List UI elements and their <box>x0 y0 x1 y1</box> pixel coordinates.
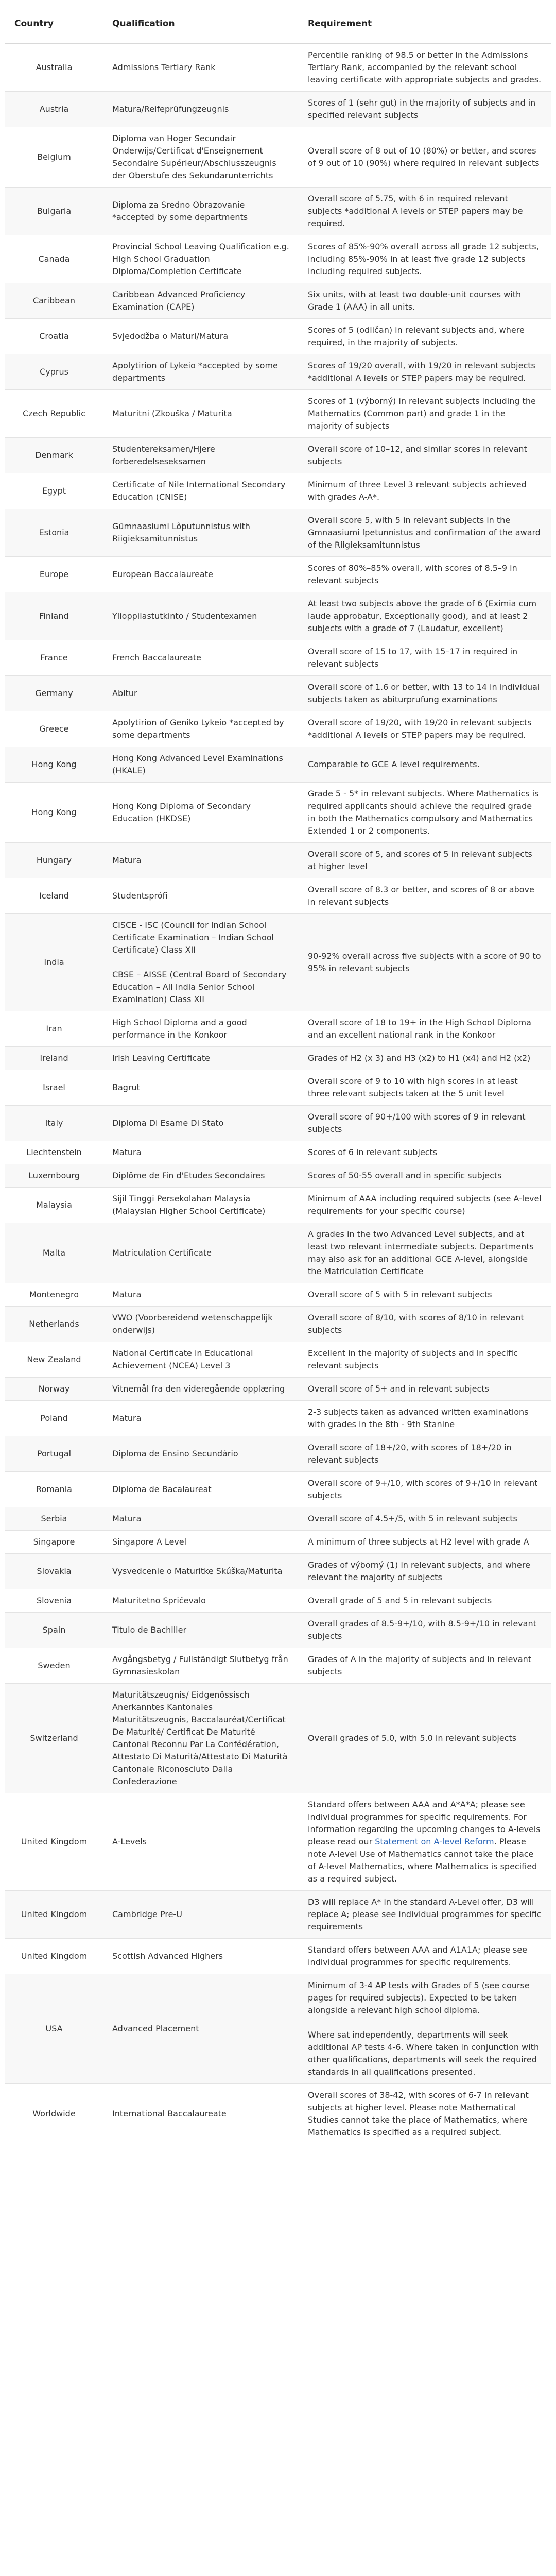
cell-requirement <box>299 1793 551 1891</box>
cell-qualification: Apolytirion of Lykeio *accepted by some departments <box>103 354 299 390</box>
cell-country: Greece <box>5 711 103 747</box>
cell-requirement: D3 will replace A* in the standard A-Level offer, D3 will replace A; please see individual programmes for specific requirements <box>299 1891 551 1939</box>
cell-qualification: Studentereksamen/Hjere forberedelseseksamen <box>103 438 299 473</box>
cell-qualification: Avgångsbetyg / Fullständigt Slutbetyg från Gymnasieskolan <box>103 1648 299 1684</box>
cell-requirement: Grades of výborný (1) in relevant subjects, and where relevant the majority of subjects <box>299 1554 551 1589</box>
cell-qualification: Vysvedcenie o Maturitke Skúška/Maturita <box>103 1554 299 1589</box>
cell-country: Israel <box>5 1070 103 1106</box>
cell-requirement: Scores of 19/20 overall, with 19/20 in relevant subjects *additional A levels or STEP papers may be required. <box>299 354 551 390</box>
cell-requirement: Overall score of 9 to 10 with high scores in at least three relevant subjects taken at the 5 unit level <box>299 1070 551 1106</box>
cell-country: Sweden <box>5 1648 103 1684</box>
header-country: Country <box>5 7 103 44</box>
table-row <box>5 473 551 509</box>
table-row <box>5 127 551 188</box>
cell-requirement: Scores of 1 (sehr gut) in the majority of subjects and in specified relevant subjects <box>299 92 551 127</box>
cell-country: Switzerland <box>5 1684 103 1793</box>
cell-requirement: A grades in the two Advanced Level subjects, and at least two relevant intermediate subjects. Departments may also ask for an additional GCE A-level, alongside the Matriculation Certificate <box>299 1223 551 1283</box>
table-row <box>5 878 551 914</box>
cell-qualification: Maturitni (Zkouška / Maturita <box>103 390 299 438</box>
cell-qualification: Bagrut <box>103 1070 299 1106</box>
cell-requirement: Scores of 85%-90% overall across all grade 12 subjects, including 85%-90% in at least five grade 12 subjects including required subjects. <box>299 235 551 283</box>
cell-qualification: Titulo de Bachiller <box>103 1613 299 1648</box>
cell-qualification: National Certificate in Educational Achievement (NCEA) Level 3 <box>103 1342 299 1378</box>
cell-qualification: Advanced Placement <box>103 1974 299 2084</box>
cell-requirement: Overall score of 4.5+/5, with 5 in relevant subjects <box>299 1507 551 1531</box>
cell-country: United Kingdom <box>5 1891 103 1939</box>
table-body <box>5 44 551 2144</box>
cell-qualification: International Baccalaureate <box>103 2084 299 2144</box>
cell-requirement: Overall score of 1.6 or better, with 13 to 14 in individual subjects taken as abiturprufung examinations <box>299 676 551 711</box>
cell-requirement: Overall score of 5, and scores of 5 in relevant subjects at higher level <box>299 843 551 878</box>
table-row <box>5 92 551 127</box>
table-row <box>5 1648 551 1684</box>
table-row <box>5 783 551 843</box>
table-row <box>5 1342 551 1378</box>
cell-qualification: Diploma za Sredno Obrazovanie *accepted by some departments <box>103 188 299 235</box>
cell-country: Malaysia <box>5 1188 103 1223</box>
cell-requirement: Overall score of 5 with 5 in relevant subjects <box>299 1283 551 1307</box>
cell-country: Germany <box>5 676 103 711</box>
cell-qualification: Ylioppilastutkinto / Studentexamen <box>103 592 299 640</box>
table-row <box>5 1554 551 1589</box>
cell-qualification: Matura <box>103 1283 299 1307</box>
table-row <box>5 1188 551 1223</box>
table-row <box>5 1793 551 1891</box>
cell-requirement: Overall score of 18 to 19+ in the High School Diploma and an excellent national rank in the Konkoor <box>299 1011 551 1047</box>
cell-requirement: Minimum of three Level 3 relevant subjects achieved with grades A-A*. <box>299 473 551 509</box>
cell-country: Egypt <box>5 473 103 509</box>
cell-country: India <box>5 914 103 1011</box>
cell-qualification: Svjedodžba o Maturi/Matura <box>103 319 299 354</box>
cell-requirement: Grades of H2 (x 3) and H3 (x2) to H1 (x4) and H2 (x2) <box>299 1047 551 1070</box>
table-row <box>5 1106 551 1141</box>
cell-country: Canada <box>5 235 103 283</box>
cell-requirement: Scores of 5 (odličan) in relevant subjects and, where required, in the majority of subjects. <box>299 319 551 354</box>
cell-requirement: Excellent in the majority of subjects and in specific relevant subjects <box>299 1342 551 1378</box>
header-qualification: Qualification <box>103 7 299 44</box>
cell-country: Singapore <box>5 1531 103 1554</box>
cell-requirement: Overall score of 10–12, and similar scores in relevant subjects <box>299 438 551 473</box>
table-row <box>5 843 551 878</box>
table-row <box>5 1378 551 1401</box>
table-row <box>5 188 551 235</box>
cell-country: Romania <box>5 1472 103 1507</box>
cell-qualification: Matura <box>103 1141 299 1164</box>
cell-requirement: Overall grades of 8.5-9+/10, with 8.5-9+/10 in relevant subjects <box>299 1613 551 1648</box>
table-row <box>5 1164 551 1188</box>
table-row <box>5 640 551 676</box>
cell-qualification: Studentsprófi <box>103 878 299 914</box>
cell-country: Slovakia <box>5 1554 103 1589</box>
table-row <box>5 1531 551 1554</box>
cell-requirement: Overall score of 18+/20, with scores of 18+/20 in relevant subjects <box>299 1436 551 1472</box>
table-row <box>5 1070 551 1106</box>
table-row <box>5 1974 551 2084</box>
cell-country: Denmark <box>5 438 103 473</box>
table-row <box>5 1401 551 1436</box>
cell-requirement: Minimum of AAA including required subjects (see A-level requirements for your specific course) <box>299 1188 551 1223</box>
table-row <box>5 1223 551 1283</box>
cell-country: USA <box>5 1974 103 2084</box>
cell-country: Norway <box>5 1378 103 1401</box>
cell-country: Finland <box>5 592 103 640</box>
table-row <box>5 557 551 592</box>
cell-requirement: Overall grades of 5.0, with 5.0 in relevant subjects <box>299 1684 551 1793</box>
cell-requirement: Overall score of 15 to 17, with 15–17 in required in relevant subjects <box>299 640 551 676</box>
table-row <box>5 509 551 557</box>
cell-requirement: A minimum of three subjects at H2 level with grade A <box>299 1531 551 1554</box>
cell-qualification: Maturitätszeugnis/ Eidgenössisch Anerkanntes Kantonales Maturitätszeugnis, Baccalauréat/Certificat De Maturité/ Certificat De Maturité Cantonal Reconnu Par La Confédération, Attestato Di Maturità/Attestato Di Maturità Cantonale Riconosciuto Dalla Confederazione <box>103 1684 299 1793</box>
cell-qualification: Admissions Tertiary Rank <box>103 44 299 92</box>
cell-country: Bulgaria <box>5 188 103 235</box>
cell-country: Slovenia <box>5 1589 103 1613</box>
cell-qualification: Diplôme de Fin d'Etudes Secondaires <box>103 1164 299 1188</box>
cell-requirement: Overall score of 9+/10, with scores of 9+/10 in relevant subjects <box>299 1472 551 1507</box>
cell-qualification: High School Diploma and a good performance in the Konkoor <box>103 1011 299 1047</box>
table-row <box>5 354 551 390</box>
cell-requirement: 90-92% overall across five subjects with a score of 90 to 95% in relevant subjects <box>299 914 551 1011</box>
cell-requirement <box>299 1974 551 2084</box>
table-row <box>5 390 551 438</box>
table-row <box>5 1141 551 1164</box>
cell-requirement: Scores of 80%–85% overall, with scores of 8.5–9 in relevant subjects <box>299 557 551 592</box>
cell-country: France <box>5 640 103 676</box>
cell-requirement: Grades of A in the majority of subjects and in relevant subjects <box>299 1648 551 1684</box>
cell-requirement: Overall scores of 38-42, with scores of 6-7 in relevant subjects at higher level. Please note Mathematical Studies cannot take the place of Mathematics, where Mathematics is specified as a required subject. <box>299 2084 551 2144</box>
requirement-text: Standard offers between AAA and A*A*A; please see individual programmes for specific requirements. For information regarding the upcoming changes to A-levels please read our <box>308 1800 541 1846</box>
cell-requirement: Overall score of 8/10, with scores of 8/10 in relevant subjects <box>299 1307 551 1342</box>
table-row <box>5 1047 551 1070</box>
cell-country: Montenegro <box>5 1283 103 1307</box>
cell-qualification: Sijil Tinggi Persekolahan Malaysia (Malaysian Higher School Certificate) <box>103 1188 299 1223</box>
header-requirement: Requirement <box>299 7 551 44</box>
cell-qualification: Hong Kong Advanced Level Examinations (HKALE) <box>103 747 299 783</box>
table-row <box>5 914 551 1011</box>
cell-country: Italy <box>5 1106 103 1141</box>
cell-qualification <box>103 914 299 1011</box>
table-row <box>5 283 551 319</box>
cell-requirement: Overall score of 19/20, with 19/20 in relevant subjects *additional A levels or STEP papers may be required. <box>299 711 551 747</box>
cell-qualification: Singapore A Level <box>103 1531 299 1554</box>
cell-qualification: Diploma de Bacalaureat <box>103 1472 299 1507</box>
cell-qualification: Vitnemål fra den videregående opplæring <box>103 1378 299 1401</box>
cell-qualification: Caribbean Advanced Proficiency Examination (CAPE) <box>103 283 299 319</box>
cell-qualification: Irish Leaving Certificate <box>103 1047 299 1070</box>
cell-qualification: Gümnaasiumi Lõputunnistus with Riigieksamitunnistus <box>103 509 299 557</box>
table-row <box>5 235 551 283</box>
table-row <box>5 1939 551 1974</box>
cell-country: Luxembourg <box>5 1164 103 1188</box>
cell-country: Worldwide <box>5 2084 103 2144</box>
cell-requirement: Scores of 1 (výborný) in relevant subjects including the Mathematics (Common part) and grade 1 in the majority of subjects <box>299 390 551 438</box>
cell-requirement: Overall score of 8.3 or better, and scores of 8 or above in relevant subjects <box>299 878 551 914</box>
cell-qualification: Matriculation Certificate <box>103 1223 299 1283</box>
table-header-row <box>5 7 551 44</box>
table-row <box>5 1436 551 1472</box>
table-row <box>5 1307 551 1342</box>
cell-requirement: Overall score of 5+ and in relevant subjects <box>299 1378 551 1401</box>
cell-qualification: VWO (Voorbereidend wetenschappelijk onderwijs) <box>103 1307 299 1342</box>
cell-country: Serbia <box>5 1507 103 1531</box>
cell-qualification: Matura <box>103 1401 299 1436</box>
cell-qualification: Maturitetno Spričevalo <box>103 1589 299 1613</box>
cell-country: Ireland <box>5 1047 103 1070</box>
qualification-line: CBSE – AISSE (Central Board of Secondary Education – All India Senior School Examination) Class XII <box>112 970 287 1004</box>
cell-requirement: Percentile ranking of 98.5 or better in the Admissions Tertiary Rank, accompanied by the relevant school leaving certificate with appropriate subjects and grades. <box>299 44 551 92</box>
table-row <box>5 319 551 354</box>
cell-qualification: Diploma Di Esame Di Stato <box>103 1106 299 1141</box>
cell-country: Hong Kong <box>5 747 103 783</box>
cell-country: Malta <box>5 1223 103 1283</box>
cell-country: Iran <box>5 1011 103 1047</box>
cell-country: United Kingdom <box>5 1793 103 1891</box>
table-row <box>5 438 551 473</box>
cell-qualification: Hong Kong Diploma of Secondary Education (HKDSE) <box>103 783 299 843</box>
cell-country: Austria <box>5 92 103 127</box>
table-row <box>5 676 551 711</box>
table-row <box>5 1613 551 1648</box>
cell-requirement: Standard offers between AAA and A1A1A; please see individual programmes for specific requirements. <box>299 1939 551 1974</box>
requirement-line: Minimum of 3-4 AP tests with Grades of 5 (see course pages for required subjects). Expected to be taken alongside a relevant high school diploma. <box>308 1980 530 2015</box>
cell-qualification: Scottish Advanced Highers <box>103 1939 299 1974</box>
table-row <box>5 44 551 92</box>
table-row <box>5 1684 551 1793</box>
table-row <box>5 1891 551 1939</box>
table-row <box>5 1589 551 1613</box>
cell-country: Cyprus <box>5 354 103 390</box>
cell-country: Australia <box>5 44 103 92</box>
cell-requirement: Overall score of 5.75, with 6 in required relevant subjects *additional A levels or STEP papers may be required. <box>299 188 551 235</box>
entry-requirements-table <box>5 7 551 2144</box>
cell-requirement: Overall score of 8 out of 10 (80%) or better, and scores of 9 out of 10 (90%) where required in relevant subjects <box>299 127 551 188</box>
requirement-line: Where sat independently, departments will seek additional AP tests 4-6. Where taken in conjunction with other qualifications, departments will seek the required standards in all qualifications presented. <box>308 2030 540 2077</box>
cell-country: Belgium <box>5 127 103 188</box>
cell-qualification: A-Levels <box>103 1793 299 1891</box>
cell-country: Poland <box>5 1401 103 1436</box>
cell-country: Netherlands <box>5 1307 103 1342</box>
cell-country: Hong Kong <box>5 783 103 843</box>
table-row <box>5 747 551 783</box>
cell-requirement: Overall score of 90+/100 with scores of 9 in relevant subjects <box>299 1106 551 1141</box>
cell-qualification: Abitur <box>103 676 299 711</box>
cell-qualification: Apolytirion of Geniko Lykeio *accepted by some departments <box>103 711 299 747</box>
cell-country: United Kingdom <box>5 1939 103 1974</box>
cell-country: Croatia <box>5 319 103 354</box>
cell-country: New Zealand <box>5 1342 103 1378</box>
cell-requirement: Overall score 5, with 5 in relevant subjects in the Gmnaasiumi lpetunnistus and confirmation of the award of the Riigieksamitunnistus <box>299 509 551 557</box>
table-row <box>5 711 551 747</box>
cell-requirement: 2-3 subjects taken as advanced written examinations with grades in the 8th - 9th Stanine <box>299 1401 551 1436</box>
table-row <box>5 1507 551 1531</box>
cell-qualification: Cambridge Pre-U <box>103 1891 299 1939</box>
table-row <box>5 1472 551 1507</box>
requirement-text: . Please note A-level Use of Mathematics cannot take the place of A-level Mathematics, where Mathematics is specified as a required subject. <box>308 1837 537 1884</box>
cell-qualification: Diploma van Hoger Secundair Onderwijs/Certificat d'Enseignement Secondaire Supérieur/Abschlusszeugnis der Oberstufe des Sekundarunterrichts <box>103 127 299 188</box>
cell-qualification: French Baccalaureate <box>103 640 299 676</box>
cell-country: Iceland <box>5 878 103 914</box>
cell-requirement: Scores of 50-55 overall and in specific subjects <box>299 1164 551 1188</box>
cell-country: Estonia <box>5 509 103 557</box>
cell-country: Hungary <box>5 843 103 878</box>
cell-qualification: Matura <box>103 843 299 878</box>
cell-requirement: At least two subjects above the grade of 6 (Eximia cum laude approbatur, Exceptionally good), and at least 2 subjects with a grade of 7 (Laudatur, excellent) <box>299 592 551 640</box>
table-row <box>5 592 551 640</box>
cell-requirement: Six units, with at least two double-unit courses with Grade 1 (AAA) in all units. <box>299 283 551 319</box>
cell-country: Portugal <box>5 1436 103 1472</box>
cell-country: Liechtenstein <box>5 1141 103 1164</box>
cell-requirement: Scores of 6 in relevant subjects <box>299 1141 551 1164</box>
a-level-reform-link[interactable]: Statement on A-level Reform <box>375 1837 494 1846</box>
table-row <box>5 1283 551 1307</box>
cell-country: Europe <box>5 557 103 592</box>
cell-qualification: Provincial School Leaving Qualification e.g. High School Graduation Diploma/Completion Certificate <box>103 235 299 283</box>
cell-country: Caribbean <box>5 283 103 319</box>
cell-qualification: European Baccalaureate <box>103 557 299 592</box>
cell-requirement: Comparable to GCE A level requirements. <box>299 747 551 783</box>
table-row <box>5 2084 551 2144</box>
cell-country: Czech Republic <box>5 390 103 438</box>
cell-country: Spain <box>5 1613 103 1648</box>
cell-qualification: Certificate of Nile International Secondary Education (CNISE) <box>103 473 299 509</box>
cell-requirement: Overall grade of 5 and 5 in relevant subjects <box>299 1589 551 1613</box>
cell-requirement: Grade 5 - 5* in relevant subjects. Where Mathematics is required applicants should achieve the required grade in both the Mathematics compulsory and Mathematics Extended 1 or 2 components. <box>299 783 551 843</box>
table-row <box>5 1011 551 1047</box>
cell-qualification: Diploma de Ensino Secundário <box>103 1436 299 1472</box>
qualification-line: CISCE - ISC (Council for Indian School Certificate Examination – Indian School Certificate) Class XII <box>112 920 274 955</box>
cell-qualification: Matura/Reifeprüfungzeugnis <box>103 92 299 127</box>
cell-qualification: Matura <box>103 1507 299 1531</box>
